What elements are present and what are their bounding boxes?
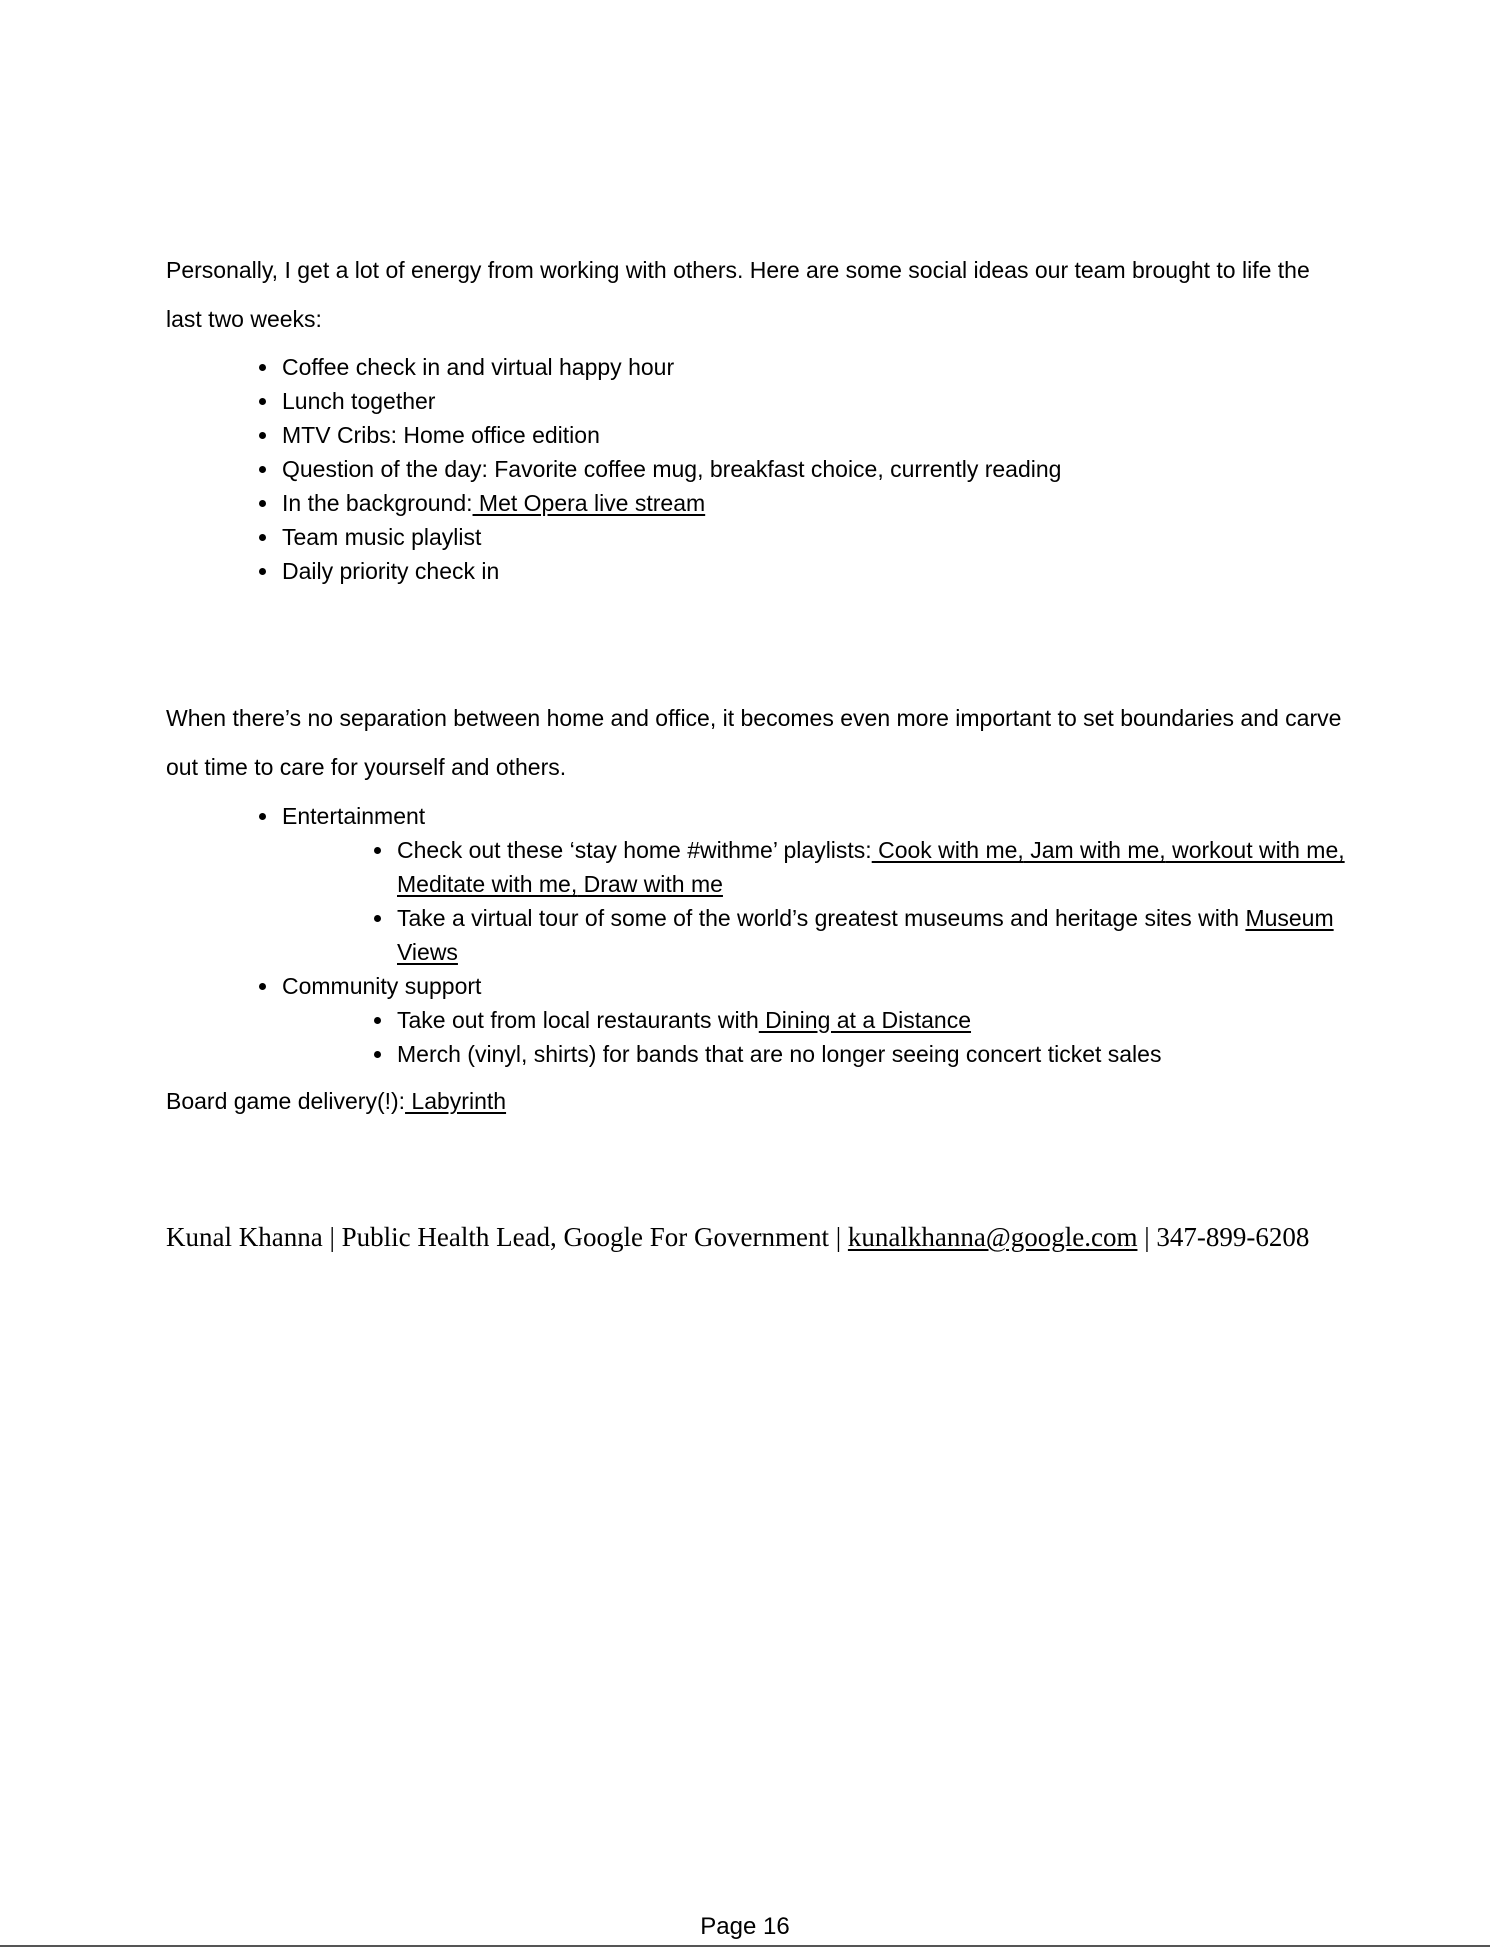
list-item-text: Lunch together — [282, 388, 436, 414]
entertainment-sublist — [282, 833, 1346, 969]
list-item-community — [256, 969, 1346, 1071]
intro-paragraph: Personally, I get a lot of energy from working with others. Here are some social ideas our team brought to life the last two weeks: — [166, 257, 1310, 332]
board-game-prefix: Board game delivery(!): — [166, 1088, 406, 1114]
community-label: Community support — [282, 973, 482, 999]
page-number: Page 16 — [700, 1913, 790, 1940]
dining-at-a-distance-link[interactable]: Dining at a Distance — [758, 1007, 972, 1033]
entertainment-label: Entertainment — [282, 803, 426, 829]
list-item — [371, 833, 1346, 901]
met-opera-link[interactable]: Met Opera live stream — [472, 490, 706, 516]
boundaries-paragraph: When there’s no separation between home and office, it becomes even more important to set boundaries and carve out time to care for yourself and others. — [166, 705, 1342, 780]
signature-block — [166, 1220, 1326, 1254]
museums-prefix: Take a virtual tour of some of the world’s greatest museums and heritage sites with — [397, 905, 1246, 931]
playlists-prefix: Check out these ‘stay home #withme’ playlists: — [397, 837, 872, 863]
page-bottom-divider — [0, 1945, 1490, 1947]
signature-phone: | 347-899-6208 — [1137, 1222, 1310, 1252]
list-item-text: Daily priority check in — [282, 558, 500, 584]
board-game-line — [166, 1084, 506, 1118]
social-ideas-list — [256, 350, 1346, 588]
list-item-text: MTV Cribs: Home office edition — [282, 422, 600, 448]
jam-with-me-link[interactable]: Jam with me, — [1023, 837, 1166, 863]
draw-with-me-link[interactable]: Draw with me — [577, 871, 723, 897]
meditate-with-me-link[interactable]: Meditate with me, — [397, 871, 578, 897]
list-item-entertainment — [256, 799, 1346, 969]
merch-text: Merch (vinyl, shirts) for bands that are no longer seeing concert ticket sales — [397, 1041, 1162, 1067]
list-item-text: Team music playlist — [282, 524, 482, 550]
museum-views-link[interactable]: Museum Views — [397, 905, 1334, 965]
list-item — [256, 418, 1346, 452]
list-item — [371, 1037, 1346, 1071]
email-link[interactable]: kunalkhanna@google.com — [847, 1222, 1138, 1252]
signature-name-title: Kunal Khanna | Public Health Lead, Google For Government | — [166, 1222, 848, 1252]
list-item-text: Coffee check in and virtual happy hour — [282, 354, 675, 380]
list-item-text: Question of the day: Favorite coffee mug, breakfast choice, currently reading — [282, 456, 1062, 482]
community-sublist — [282, 1003, 1346, 1071]
list-item — [371, 1003, 1346, 1037]
list-item — [371, 901, 1346, 969]
list-item-text: In the background: — [282, 490, 473, 516]
workout-with-me-link[interactable]: workout with me, — [1165, 837, 1345, 863]
list-item — [256, 554, 1346, 588]
cook-with-me-link[interactable]: Cook with me, — [871, 837, 1024, 863]
labyrinth-link[interactable]: Labyrinth — [405, 1088, 507, 1114]
list-item — [256, 520, 1346, 554]
list-item — [256, 384, 1346, 418]
list-item — [256, 452, 1346, 486]
list-item — [256, 350, 1346, 384]
list-item — [256, 486, 1346, 520]
self-care-list — [256, 799, 1346, 1071]
takeout-prefix: Take out from local restaurants with — [397, 1007, 759, 1033]
